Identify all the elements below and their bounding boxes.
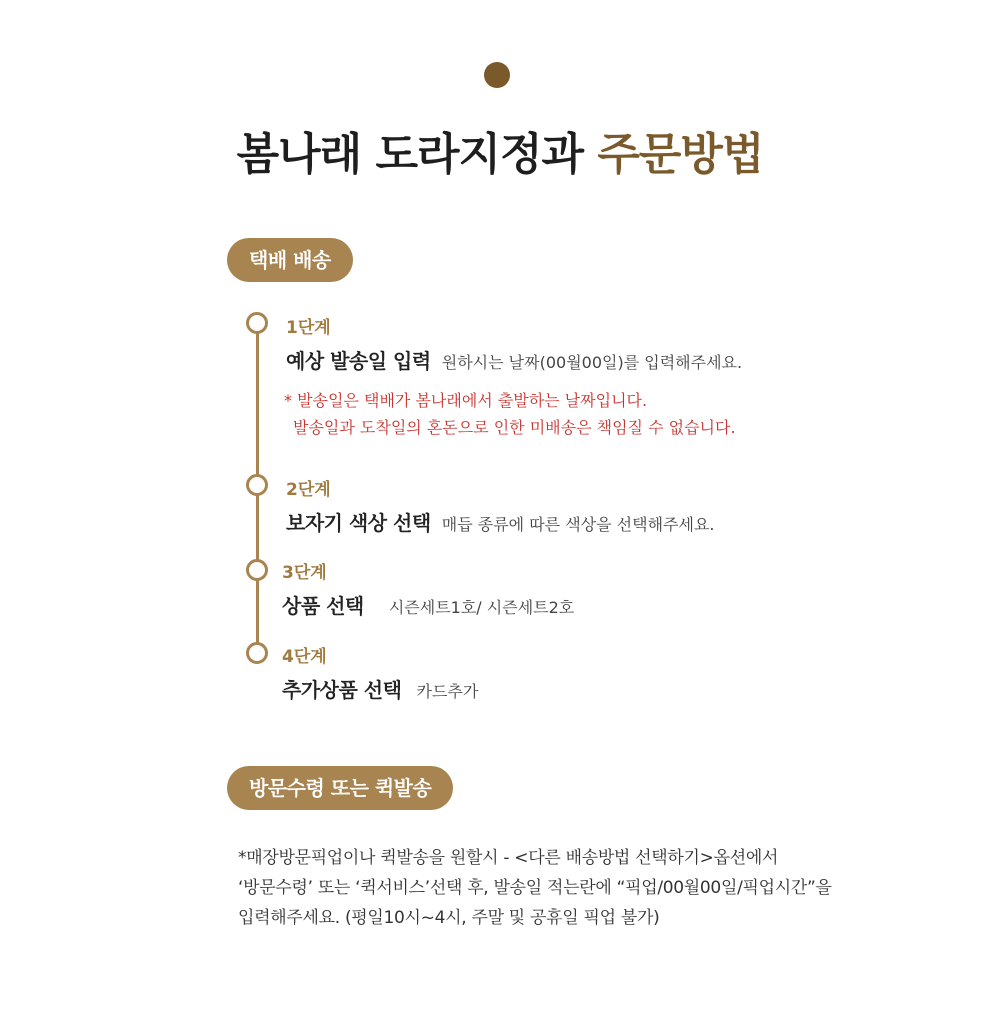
step-1-row: [286, 345, 742, 374]
decorative-dot: [484, 62, 510, 88]
notice-line-1: * 발송일은 택배가 봄나래에서 출발하는 날짜입니다.: [284, 391, 648, 410]
step-1-desc: 원하시는 날짜(00월00일)를 입력해주세요.: [441, 353, 743, 372]
step-1-marker: [246, 312, 268, 334]
step-4-title: 추가상품 선택: [282, 678, 402, 702]
step-1-title: 예상 발송일 입력: [286, 349, 431, 373]
pickup-line-3: 입력해주세요. (평일10시~4시, 주말 및 공휴일 픽업 불가): [238, 908, 660, 928]
notice-line-2: 발송일과 도착일의 혼돈으로 인한 미배송은 책임질 수 없습니다.: [293, 418, 736, 437]
step-2-desc: 매듭 종류에 따른 색상을 선택해주세요.: [441, 515, 715, 534]
step-2-label: 2단계: [286, 480, 331, 500]
pickup-line-2: ‘방문수령’ 또는 ‘퀵서비스’선택 후, 발송일 적는란에 “픽업/00월00일/픽업시간”을: [238, 878, 832, 898]
step-4-desc: 카드추가: [416, 682, 479, 701]
title-accent: 주문방법: [597, 129, 764, 180]
step-4-row: [282, 674, 478, 703]
delivery-section-badge: 택배 배송: [227, 238, 353, 282]
step-3-row: [282, 590, 574, 619]
pickup-section-badge: 방문수령 또는 퀵발송: [227, 766, 453, 810]
step-4-marker: [246, 642, 268, 664]
step-3-marker: [246, 559, 268, 581]
pickup-instructions: [238, 843, 832, 933]
step-3-desc: 시즌세트1호/ 시즌세트2호: [388, 598, 575, 617]
pickup-line-1: *매장방문픽업이나 퀵발송을 원할시 - <다른 배송방법 선택하기>옵션에서: [238, 848, 779, 868]
step-1-label: 1단계: [286, 318, 331, 338]
step-2-title: 보자기 색상 선택: [286, 511, 431, 535]
step-4-label: 4단계: [282, 647, 327, 667]
title-main: 봄나래 도라지정과: [236, 129, 598, 180]
step-2-row: [286, 507, 715, 536]
step-2-marker: [246, 474, 268, 496]
step-3-title: 상품 선택: [282, 594, 364, 618]
step-3-label: 3단계: [282, 563, 327, 583]
page-title: [0, 118, 1000, 182]
